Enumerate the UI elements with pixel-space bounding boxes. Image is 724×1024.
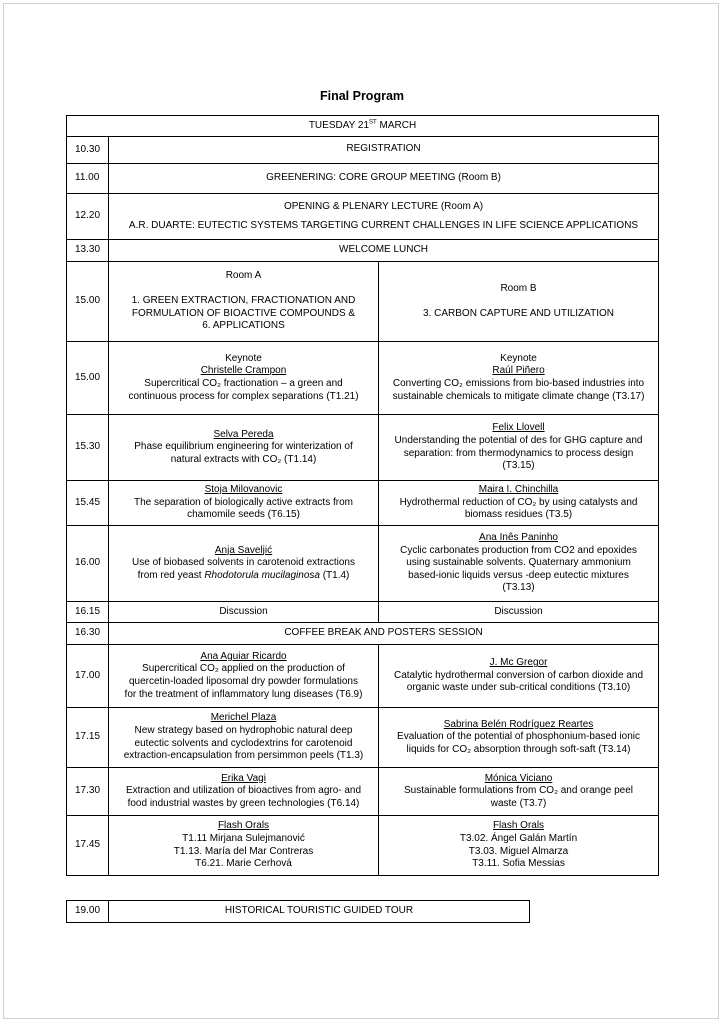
talk-title: quercetin-loaded liposomal dry powder formulations: [128, 676, 358, 687]
session-row: [67, 342, 659, 415]
session-row: [67, 645, 659, 708]
time-cell: 16.00: [67, 526, 109, 602]
room-a-talk: [109, 481, 379, 526]
event-cell: [109, 194, 659, 240]
talk-title: Extraction and utilization of bioactives from agro- and: [125, 785, 362, 797]
rooms-row: [67, 262, 659, 342]
time-cell: 17.30: [67, 768, 109, 816]
time-cell: 10.30: [67, 137, 109, 164]
tour-table: [66, 900, 530, 923]
talk-title: eutectic solvents and cyclodextrins for carotenoid: [134, 737, 353, 749]
time-cell: 15.00: [67, 262, 109, 342]
talk-title: waste (T3.7): [490, 797, 547, 809]
room-b-talk: [379, 342, 659, 415]
speaker-name: Erika Vagi: [221, 772, 266, 784]
talk-title: organic waste under sub-critical conditions (T3.10): [406, 682, 631, 694]
room-a-talk: [109, 708, 379, 768]
keynote-label: Keynote: [225, 352, 262, 364]
room-b-discussion: Discussion: [379, 602, 659, 623]
room-a-topic: 1. GREEN EXTRACTION, FRACTIONATION AND: [131, 294, 356, 306]
room-b-topic: 3. CARBON CAPTURE AND UTILIZATION: [423, 307, 614, 319]
time-cell: 16.30: [67, 623, 109, 645]
plenary-lecture: A.R. DUARTE: EUTECTIC SYSTEMS TARGETING CURRENT CHALLENGES IN LIFE SCIENCE APPLICATIONS: [128, 219, 639, 231]
speaker-name: Merichel Plaza: [210, 712, 277, 724]
event-cell: COFFEE BREAK AND POSTERS SESSION: [109, 623, 659, 645]
session-row: [67, 415, 659, 481]
event-cell: REGISTRATION: [109, 137, 659, 164]
opening-row: [67, 194, 659, 240]
talk-title: separation: from thermodynamics to process design: [403, 447, 634, 459]
talk-title: sustainable chemicals to mitigate climate change (T3.17): [392, 390, 645, 402]
talk-title: Converting CO₂ emissions from bio-based industries into: [392, 378, 645, 389]
time-cell: 15.45: [67, 481, 109, 526]
speaker-name: Selva Pereda: [213, 428, 274, 440]
talk-title: Supercritical CO₂ applied on the production of: [142, 663, 345, 675]
room-b-talk: [379, 708, 659, 768]
day-header: TUESDAY 21ST MARCH: [67, 116, 659, 137]
talk-title: food industrial wastes by green technologies (T6.14): [127, 797, 360, 809]
talk-title: biomass residues (T3.5): [464, 509, 573, 521]
lunch-row: [67, 240, 659, 262]
talk-title: Understanding the potential of des for GHG capture and: [394, 434, 643, 446]
session-row: [67, 481, 659, 526]
event-cell: HISTORICAL TOURISTIC GUIDED TOUR: [109, 901, 530, 923]
speaker-name: Mónica Viciano: [484, 772, 553, 784]
time-cell: 11.00: [67, 164, 109, 194]
speaker-name: Anja Saveljić: [214, 544, 273, 556]
opening-line: OPENING & PLENARY LECTURE (Room A): [283, 200, 484, 212]
room-a-flash-orals: [109, 816, 379, 876]
room-a-talk: [109, 768, 379, 816]
greenering-row: [67, 164, 659, 194]
talk-title: continuous process for complex separations (T1.21): [128, 390, 359, 402]
talk-title: (T3.13): [502, 582, 535, 594]
talk-title: New strategy based on hydrophobic natural deep: [134, 724, 353, 736]
tour-row: [67, 901, 530, 923]
talk-title: extraction-encapsulation from persimmon peels (T1.3): [123, 750, 364, 762]
speaker-name: Maira I. Chinchilla: [478, 484, 559, 496]
time-cell: 15.00: [67, 342, 109, 415]
speaker-name: J. Mc Gregor: [489, 657, 548, 669]
speaker-name: Raúl Piñero: [492, 365, 545, 377]
room-b-cell: [379, 262, 659, 342]
event-cell: WELCOME LUNCH: [109, 240, 659, 262]
time-cell: 13.30: [67, 240, 109, 262]
session-row: [67, 526, 659, 602]
time-cell: 16.15: [67, 602, 109, 623]
page-title: Final Program: [319, 89, 405, 103]
room-a-talk: [109, 342, 379, 415]
speaker-name: Christelle Crampon: [200, 365, 287, 377]
coffee-row: [67, 623, 659, 645]
day-header-row: [67, 116, 659, 137]
session-row: [67, 768, 659, 816]
keynote-label: Keynote: [500, 352, 537, 364]
talk-title: based-ionic liquids versus -deep eutectic mixtures: [408, 569, 629, 581]
speaker-name: Felix Llovell: [492, 422, 545, 434]
discussion-row: [67, 602, 659, 623]
talk-title: Supercritical CO₂ fractionation – a green and: [144, 378, 343, 389]
talk-title: Evaluation of the potential of phosphonium-based ionic: [397, 731, 640, 743]
room-b-label: Room B: [500, 282, 537, 294]
room-a-talk: [109, 526, 379, 602]
time-cell: 12.20: [67, 194, 109, 240]
talk-title: from red yeast Rhodotorula mucilaginosa (T1.4): [137, 569, 350, 581]
room-b-flash-orals: [379, 816, 659, 876]
program-table: [66, 115, 659, 876]
room-a-label: Room A: [225, 270, 262, 282]
flash-oral-item: T1.11 Mirjana Sulejmanović: [182, 832, 305, 844]
talk-title: The separation of biologically active extracts from: [134, 496, 353, 508]
flash-oral-item: T3.02. Ángel Galán Martín: [459, 832, 578, 844]
talk-title: Hydrothermal reduction of CO₂ by using catalysts and: [399, 496, 638, 508]
talk-title: Catalytic hydrothermal conversion of carbon dioxide and: [393, 669, 644, 681]
speaker-name: Sabrina Belén Rodríguez Reartes: [443, 718, 594, 730]
talk-title: Sustainable formulations from CO₂ and orange peel: [404, 785, 634, 797]
flash-oral-item: T3.03. Miguel Almarza: [468, 845, 569, 857]
talk-title: Phase equilibrium engineering for winterization of: [134, 441, 353, 453]
room-a-cell: [109, 262, 379, 342]
room-b-talk: [379, 526, 659, 602]
time-cell: 17.45: [67, 816, 109, 876]
event-cell: GREENERING: CORE GROUP MEETING (Room B): [109, 164, 659, 194]
room-a-discussion: Discussion: [109, 602, 379, 623]
flash-orals-heading: Flash Orals: [217, 820, 270, 832]
flash-orals-heading: Flash Orals: [492, 820, 545, 832]
speaker-name: Ana Aguiar Ricardo: [200, 650, 287, 662]
speaker-name: Ana Inês Paninho: [479, 532, 558, 544]
flash-oral-item: T1.13. María del Mar Contreras: [173, 845, 314, 857]
talk-title: natural extracts with CO₂ (T1.14): [170, 453, 317, 465]
time-cell: 19.00: [67, 901, 109, 923]
speaker-name: Stoja Milovanovic: [204, 484, 283, 496]
room-a-talk: [109, 645, 379, 708]
time-cell: 15.30: [67, 415, 109, 481]
flash-oral-item: T6.21. Marie Cerhová: [195, 858, 292, 870]
room-a-topic: FORMULATION OF BIOACTIVE COMPOUNDS &: [131, 307, 356, 319]
talk-title: (T3.15): [502, 460, 535, 472]
registration-row: [67, 137, 659, 164]
talk-title: liquids for CO₂ absorption through soft-saft (T3.14): [406, 743, 631, 755]
room-a-topic: 6. APPLICATIONS: [202, 320, 285, 332]
room-b-talk: [379, 415, 659, 481]
talk-title: using sustainable solvents. Quaternary ammonium: [406, 557, 631, 569]
room-b-talk: [379, 481, 659, 526]
talk-title: Cyclic carbonates production from CO2 and epoxides: [400, 544, 637, 556]
time-cell: 17.00: [67, 645, 109, 708]
talk-title: for the treatment of inflammatory lung diseases (T6.9): [124, 688, 363, 700]
talk-title: Use of biobased solvents in carotenoid extractions: [132, 557, 355, 569]
room-b-talk: [379, 645, 659, 708]
room-b-talk: [379, 768, 659, 816]
time-cell: 17.15: [67, 708, 109, 768]
flash-oral-item: T3.11. Sofia Messias: [472, 858, 565, 870]
flash-orals-row: [67, 816, 659, 876]
talk-title: chamomile seeds (T6.15): [187, 509, 300, 521]
session-row: [67, 708, 659, 768]
room-a-talk: [109, 415, 379, 481]
